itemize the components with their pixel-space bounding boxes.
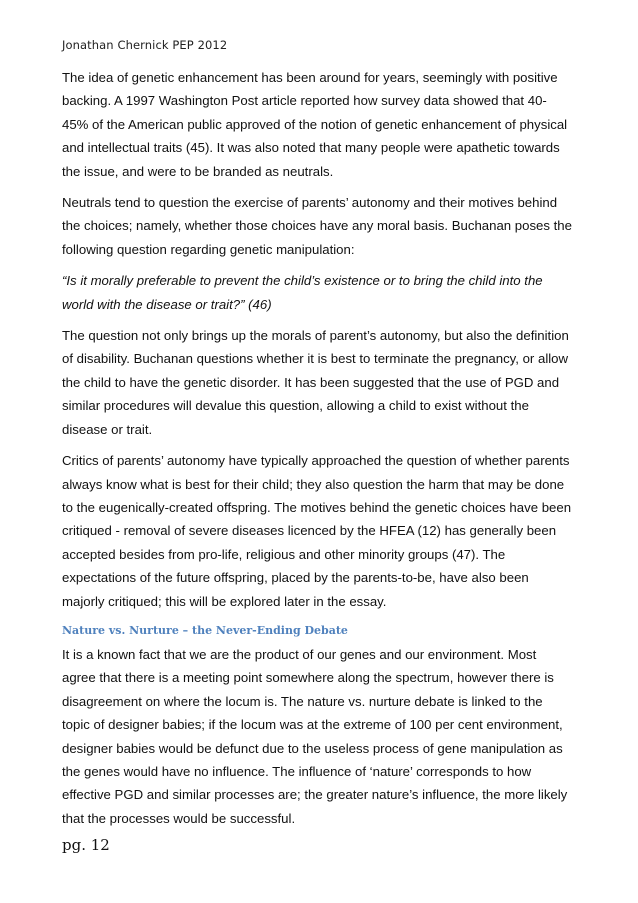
page-number: pg. 12 bbox=[62, 836, 110, 854]
paragraph-nature-nurture: It is a known fact that we are the product of our genes and our environment. Most agree that there is a meeting point somewhere along the spectrum, however there is disagreement on where the locum is. The nature vs. nurture debate is linked to the topic of designer babies; if the locum was at the extreme of 100 per cent environment, designer babies would be defunct due to the useless process of gene manipulation as the genes would have no influence. The influence of ‘nature’ corresponds to how effective PGD and similar processes are; the greater nature’s influence, the more likely that the processes would be successful. bbox=[62, 646, 568, 826]
document-body bbox=[62, 66, 572, 838]
paragraph-genetic-enhancement: The idea of genetic enhancement has been around for years, seemingly with positive backing. A 1997 Washington Post article reported how survey data showed that 40-45% of the American public approved of the notion of genetic enhancement of physical and intellectual traits (45). It was also noted that many people were apathetic towards the issue, and were to be branded as neutrals. bbox=[62, 70, 568, 179]
section-heading: Nature vs. Nurture – the Never-Ending Debate bbox=[62, 623, 348, 637]
paragraph-disability: The question not only brings up the morals of parent’s autonomy, but also the definition of disability. Buchanan questions whether it is best to terminate the pregnancy, or allow the child to have the genetic disorder. It has been suggested that the use of PGD and similar procedures will devalue this question, allowing a child to exist without the disease or trait. bbox=[62, 328, 569, 437]
page-header: Jonathan Chernick PEP 2012 bbox=[62, 38, 228, 52]
paragraph-critics: Critics of parents’ autonomy have typically approached the question of whether parents always know what is best for their child; they also question the harm that may be done to the eugenically-created offspring. The motives behind the genetic choices have been critiqued - removal of severe diseases licenced by the HFEA (12) has generally been accepted besides from pro-life, religious and other minority groups (47). The expectations of the future offspring, placed by the parents-to-be, have also been majorly critiqued; this will be explored later in the essay. bbox=[62, 453, 572, 609]
paragraph-neutrals: Neutrals tend to question the exercise of parents’ autonomy and their motives behind the choices; namely, whether those choices have any moral basis. Buchanan poses the following question regarding genetic manipulation: bbox=[62, 195, 572, 257]
buchanan-quote: “Is it morally preferable to prevent the child’s existence or to bring the child into the world with the disease or trait?” (46) bbox=[62, 273, 543, 312]
